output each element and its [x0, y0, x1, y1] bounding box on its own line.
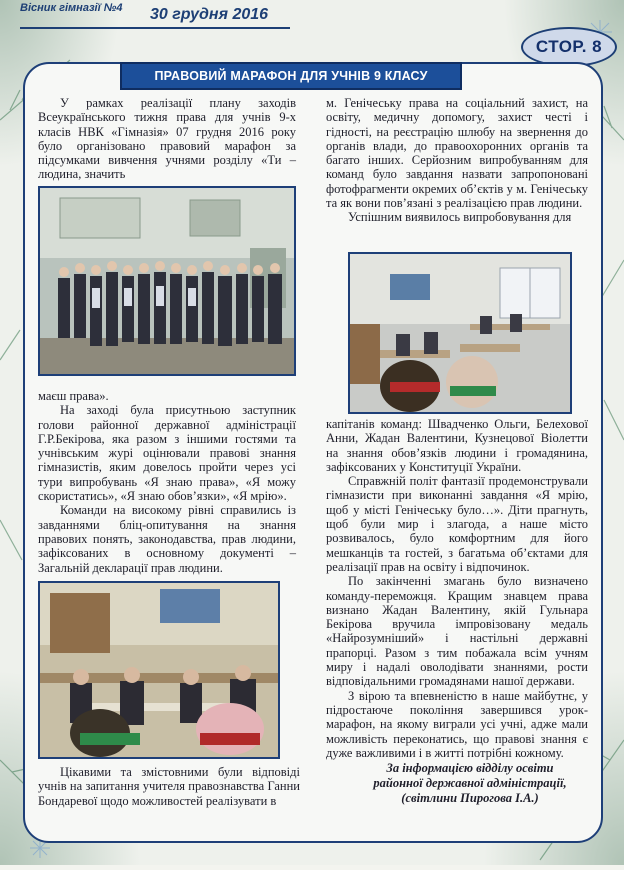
article-signature	[346, 761, 594, 806]
signature-line: (світлини Пирогова І.А.)	[401, 791, 539, 805]
paragraph: По закінченні змагань було визначено команду-переможця. Кращим знавцем права визнано Жадан Валентину, якій Гульнара Бекірова вручила імпровізовану медаль «Найрозумніший» і настільні державні прапорці. Разом з тим побажала всім учням миру і надалі оволодівати знаннями, рости відповідальними громадянами нашої держави.	[326, 574, 588, 689]
page-number-badge: СТОР. 8	[521, 27, 617, 67]
photo-group-students	[38, 186, 296, 376]
paragraph: Цікавими та змістовними були відповіді учнів на запитання учителя правознавства Ганни Бондаревої щодо можливостей реалізувати в	[38, 765, 300, 808]
paragraph: У рамках реалізації плану заходів Всеукраїнського тижня права для учнів 9-х класів НВК «Гімназія» 07 грудня 2016 року було організовано правовий марафон за підсумками вивчення учнями розділу «Ти –людина, значить	[38, 96, 296, 182]
paragraph: маєш права».	[38, 389, 109, 403]
paragraph: Успішним виявилось випробовування для	[348, 210, 572, 225]
photo-classroom-teams	[348, 252, 572, 414]
paragraph: м. Генічеську права на соціальний захист, на освіту, медичну допомогу, захист честі і гідності, на реєстрацію шлюбу на звернення до органів влади, до правоохоронних органів та багато інших. Серйозним випробуванням для команд було завдання назвати запропоновані фотофрагменти окремих об’єктів у м. Генічеську та як вони пов’язані з реалізацією прав людини.	[326, 96, 588, 211]
signature-line: За інформацією відділу освіти	[386, 761, 554, 775]
column2-body	[326, 417, 588, 760]
column1-middle	[38, 389, 296, 575]
article-title: ПРАВОВИЙ МАРАФОН ДЛЯ УЧНІВ 9 КЛАСУ	[120, 62, 462, 90]
signature-line: районної державної адміністрації,	[373, 776, 567, 790]
column1-end	[38, 765, 300, 808]
group-photo-image	[40, 188, 294, 374]
column1-intro	[38, 96, 296, 182]
photo-classroom-front	[38, 581, 280, 759]
teams-photo-image	[350, 254, 570, 412]
newspaper-name: Вісник гімназії №4	[20, 2, 123, 14]
masthead-divider	[20, 27, 290, 29]
issue-date: 30 грудня 2016	[150, 6, 269, 23]
paragraph: З вірою та впевненістю в наше майбутнє, у підростаюче покоління завершився урок-марафон, на якому виграли усі учні, адже мали можливість переконатись, що правові знання є дуже важливими і в житті потрібні кожному.	[326, 688, 588, 760]
paragraph: Команди на високому рівні справились із завданнями бліц-опитування на знання правових понять, законодавства, прав людини, зафіксованих в основному документі – Загальній декларації прав людини.	[38, 503, 296, 575]
paragraph: капітанів команд: Швадченко Ольги, Белехової Анни, Жадан Валентини, Кузнецової Віолетти на знання обов’язків людини і громадянина, зафіксованих у Конституції України.	[326, 417, 588, 474]
column2-top	[326, 96, 588, 225]
paragraph: Справжній політ фантазії продемонстрували гімназисти при виконанні завдання «Я мрію, щоб у місті Генічеську було…». Діти прагнуть, щоб були мир і злагода, а наше місто розвивалось, було комфортним для його мешканців та гостей, з багатьма об’єктами для реалізації прав на освіту і відпочинок.	[326, 474, 588, 574]
paragraph: На заході була присутньою заступник голови районної державної адміністрації Г.Р.Бекірова, яка разом з іншими гостями та учнівським журі оцінювали правові знання гімназистів, яким довелось пройти через усі тури випробувань «Я знаю права», «Я можу скористатись», «Я знаю обов’язки», «Я мрію».	[38, 403, 296, 504]
classroom-photo-image	[40, 583, 278, 757]
